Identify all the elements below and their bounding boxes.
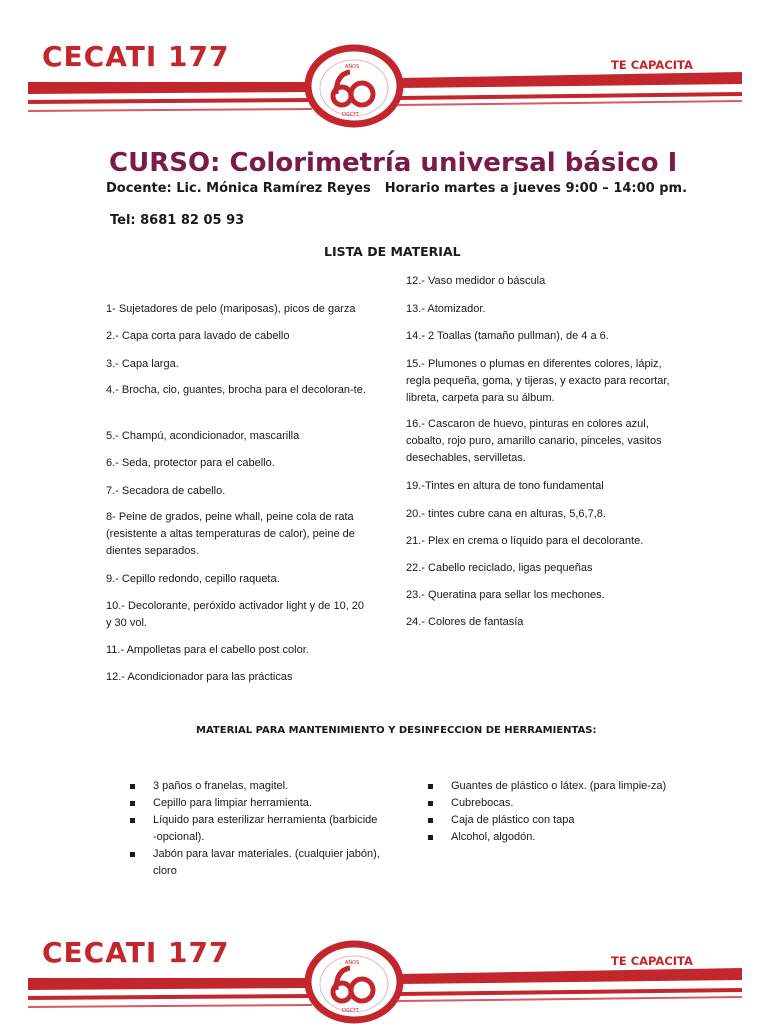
bullet-icon: [428, 818, 433, 823]
header-banner: [0, 38, 768, 128]
course-title: CURSO: Colorimetría universal básico I: [109, 148, 678, 178]
svg-text:AÑOS: AÑOS: [345, 64, 360, 70]
list-item-text: Alcohol, algodón.: [451, 831, 536, 843]
material-item: 10.- Decolorante, peróxido activador light y de 10, 20 y 30 vol.: [106, 600, 365, 629]
maintenance-heading: MATERIAL PARA MANTENIMIENTO Y DESINFECCION DE HERRAMIENTAS:: [196, 725, 597, 736]
material-item: 1- Sujetadores de pelo (mariposas), picos de garza: [106, 303, 356, 315]
material-item: 7.- Secadora de cabello.: [106, 485, 226, 497]
bullet-icon: [130, 852, 135, 857]
list-item: [130, 846, 380, 880]
list-item: [428, 812, 668, 829]
list-item-text: Cepillo para limpiar herramienta.: [153, 797, 312, 809]
list-item-text: Cubrebocas.: [451, 797, 514, 809]
list-item-text: Líquido para esterilizar herramienta (barbicide -opcional).: [153, 814, 378, 843]
footer-banner: [0, 934, 768, 1024]
list-item: [130, 812, 380, 846]
list-item-text: 3 paños o franelas, magitel.: [153, 780, 289, 792]
bullet-icon: [428, 784, 433, 789]
material-item: 14.- 2 Toallas (tamaño pullman), de 4 a 6.: [406, 330, 609, 342]
header-slogan: TE CAPACITA: [611, 58, 693, 72]
list-item: [428, 778, 668, 795]
list-item-text: Caja de plástico con tapa: [451, 814, 575, 826]
material-item: 12.- Vaso medidor o báscula: [406, 275, 546, 287]
material-item: 6.- Seda, protector para el cabello.: [106, 457, 275, 469]
material-item: 3.- Capa larga.: [106, 358, 179, 370]
schedule: Horario martes a jueves 9:00 – 14:00 pm.: [384, 181, 688, 196]
material-item: 8- Peine de grados, peine whall, peine cola de rata (resistente a altas temperaturas de calor), peine de dientes separados.: [106, 511, 355, 557]
bullet-icon: [428, 835, 433, 840]
material-item: 15.- Plumones o plumas en diferentes colores, lápiz, regla pequeña, goma, y tijeras, y exacto para recortar, libreta, carpeta para su álbum.: [406, 358, 670, 404]
list-item: [428, 795, 668, 812]
list-item-text: Guantes de plástico o látex. (para limpie-za): [451, 780, 667, 792]
footer-slogan: TE CAPACITA: [611, 954, 693, 968]
list-item-text: Jabón para lavar materiales. (cualquier jabón), cloro: [153, 848, 380, 877]
material-item: 13.- Atomizador.: [406, 303, 486, 315]
list-item: [428, 829, 668, 846]
bullet-icon: [130, 784, 135, 789]
material-item: 23.- Queratina para sellar los mechones.: [406, 589, 605, 601]
list-item: [130, 795, 380, 812]
material-item: 19.-Tintes en altura de tono fundamental: [406, 480, 604, 492]
bullet-icon: [428, 801, 433, 806]
material-item: 12.- Acondicionador para las prácticas: [106, 671, 293, 683]
list-item: [130, 778, 380, 795]
bullet-icon: [130, 801, 135, 806]
svg-text:DGCFT: DGCFT: [342, 1008, 360, 1014]
material-item: 20.- tintes cubre cana en alturas, 5,6,7,8.: [406, 508, 606, 520]
bullet-icon: [130, 818, 135, 823]
svg-text:DGCFT: DGCFT: [342, 112, 360, 118]
material-item: 4.- Brocha, cio, guantes, brocha para el decoloran-te.: [106, 384, 366, 396]
material-item: 16.- Cascaron de huevo, pinturas en colores azul, cobalto, rojo puro, amarillo canario, pinceles, vasitos desechables, servilletas.: [406, 418, 662, 464]
material-item: 22.- Cabello reciclado, ligas pequeñas: [406, 562, 593, 574]
footer-brand-logo: CECATI 177: [42, 936, 230, 969]
svg-text:AÑOS: AÑOS: [345, 960, 360, 966]
material-item: 9.- Cepillo redondo, cepillo raqueta.: [106, 573, 280, 585]
material-item: 2.- Capa corta para lavado de cabello: [106, 330, 290, 342]
material-list-heading: LISTA DE MATERIAL: [324, 244, 461, 259]
maintenance-list-left: [130, 778, 380, 880]
course-instructor-line: [106, 181, 687, 196]
header-brand-logo: CECATI 177: [42, 40, 230, 73]
instructor: Docente: Lic. Mónica Ramírez Reyes: [106, 181, 371, 196]
maintenance-list-right: [428, 778, 668, 846]
material-item: 21.- Plex en crema o líquido para el decolorante.: [406, 535, 644, 547]
material-item: 24.- Colores de fantasía: [406, 616, 524, 628]
material-item: 5.- Champú, acondicionador, mascarilla: [106, 430, 300, 442]
material-item: 11.- Ampolletas para el cabello post color.: [106, 644, 309, 656]
phone: Tel: 8681 82 05 93: [110, 213, 245, 228]
